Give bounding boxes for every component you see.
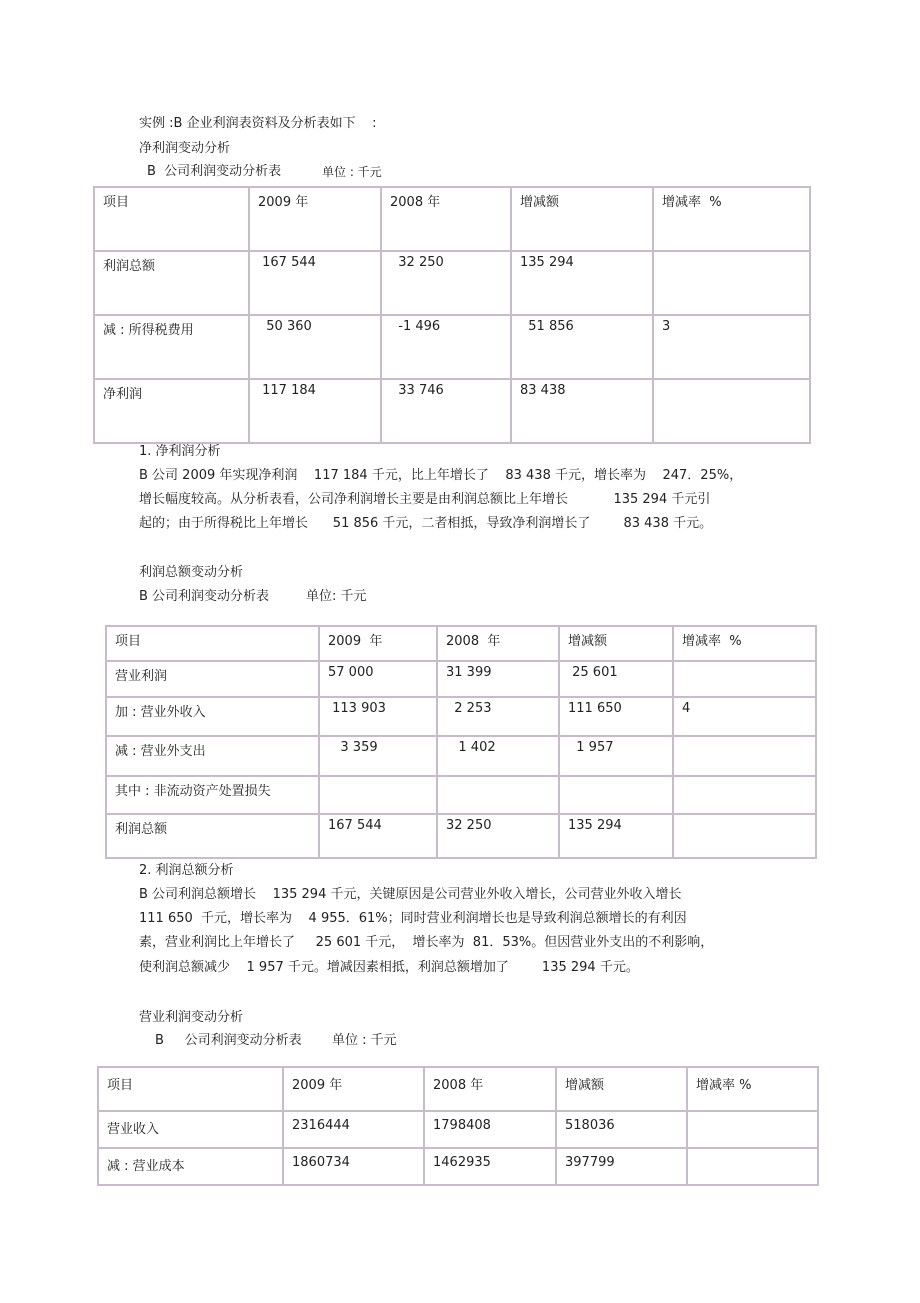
table-cell: 1 402: [437, 736, 559, 776]
header-cell: 增减额: [511, 187, 653, 251]
table-cell: 3: [653, 315, 810, 379]
total-profit-table: [105, 625, 817, 859]
table-row: [98, 1148, 818, 1185]
table-cell: [673, 814, 816, 858]
table-cell: 32 250: [437, 814, 559, 858]
header-cell: 2008 年: [381, 187, 511, 251]
table-cell: [673, 776, 816, 814]
header-cell: 2009 年: [319, 626, 437, 661]
table-cell: 33 746: [381, 379, 511, 443]
table-cell: 117 184: [249, 379, 381, 443]
table-row: [106, 814, 816, 858]
section3-caption: B 公司利润变动分析表: [155, 1033, 302, 1048]
section2-unit: 单位: 千元: [306, 589, 367, 604]
table-cell: 减 : 所得税费用: [94, 315, 249, 379]
table-cell: [687, 1111, 818, 1148]
table-cell: 4: [673, 697, 816, 736]
header-cell: 2009 年: [249, 187, 381, 251]
table-cell: 2 253: [437, 697, 559, 736]
header-cell: 增减率 %: [687, 1067, 818, 1111]
table-cell: 113 903: [319, 697, 437, 736]
table-cell: 1860734: [283, 1148, 424, 1185]
table-cell: 51 856: [511, 315, 653, 379]
table-cell: 2316444: [283, 1111, 424, 1148]
table-cell: 减 : 营业成本: [98, 1148, 283, 1185]
table-cell: 32 250: [381, 251, 511, 315]
table-row: [106, 697, 816, 736]
table-cell: 1462935: [424, 1148, 556, 1185]
table-cell: [437, 776, 559, 814]
table-cell: 167 544: [249, 251, 381, 315]
analysis1-line: 增长幅度较高。从分析表看，公司净利润增长主要是由利润总额比上年增长 135 294 千元引: [139, 492, 711, 507]
table-cell: 50 360: [249, 315, 381, 379]
net-profit-table: [93, 186, 811, 444]
table-cell: 营业收入: [98, 1111, 283, 1148]
header-cell: 增减率 %: [653, 187, 810, 251]
table-row: [106, 736, 816, 776]
section3-heading: 营业利润变动分析: [139, 1010, 244, 1025]
analysis2-title: 2. 利润总额分析: [139, 863, 234, 878]
section2-heading: 利润总额变动分析: [139, 565, 244, 580]
table-cell: [319, 776, 437, 814]
intro-text: 实例 :B 企业利润表资料及分析表如下 :: [139, 116, 377, 131]
table-row: [94, 315, 810, 379]
table-row: [94, 251, 810, 315]
analysis1-line: 起的；由于所得税比上年增长 51 856 千元，二者相抵，导致净利润增长了 83 438 千元。: [139, 516, 713, 531]
table-cell: 518036: [556, 1111, 687, 1148]
header-cell: 项目: [106, 626, 319, 661]
table-cell: 减 : 营业外支出: [106, 736, 319, 776]
section1-unit: 单位 : 千元: [322, 165, 382, 179]
table-cell: 167 544: [319, 814, 437, 858]
table-header-row: [106, 626, 816, 661]
table-row: [106, 661, 816, 697]
section1-caption: B 公司利润变动分析表: [147, 164, 282, 179]
table-cell: 25 601: [559, 661, 673, 697]
header-cell: 增减额: [559, 626, 673, 661]
table-cell: [653, 251, 810, 315]
table-cell: [653, 379, 810, 443]
table-cell: 83 438: [511, 379, 653, 443]
header-cell: 项目: [98, 1067, 283, 1111]
table-cell: [673, 661, 816, 697]
table-cell: [559, 776, 673, 814]
table-header-row: [98, 1067, 818, 1111]
table-cell: 57 000: [319, 661, 437, 697]
header-cell: 2008 年: [437, 626, 559, 661]
table-row: [106, 776, 816, 814]
table-cell: 营业利润: [106, 661, 319, 697]
header-cell: 2009 年: [283, 1067, 424, 1111]
header-cell: 项目: [94, 187, 249, 251]
section3-unit: 单位 : 千元: [332, 1033, 397, 1048]
analysis1-title: 1. 净利润分析: [139, 444, 221, 459]
table-cell: 净利润: [94, 379, 249, 443]
table-cell: 31 399: [437, 661, 559, 697]
table-cell: 1 957: [559, 736, 673, 776]
table-row: [94, 379, 810, 443]
analysis1-line: B 公司 2009 年实现净利润 117 184 千元，比上年增长了 83 438 千元，增长率为 247．25%，: [139, 468, 743, 483]
table-cell: 1798408: [424, 1111, 556, 1148]
header-cell: 增减率 %: [673, 626, 816, 661]
analysis2-line: 使利润总额减少 1 957 千元。增减因素相抵，利润总额增加了 135 294 千元。: [139, 960, 639, 975]
section2-caption: B 公司利润变动分析表: [139, 589, 270, 604]
table-cell: 利润总额: [94, 251, 249, 315]
table-cell: [687, 1148, 818, 1185]
analysis2-line: 111 650 千元，增长率为 4 955．61%；同时营业利润增长也是导致利润总额增长的有利因: [139, 911, 687, 926]
analysis2-line: 素，营业利润比上年增长了 25 601 千元， 增长率为 81．53%。但因营业外支出的不利影响，: [139, 935, 714, 950]
header-cell: 2008 年: [424, 1067, 556, 1111]
table-cell: [673, 736, 816, 776]
table-cell: 397799: [556, 1148, 687, 1185]
table-row: [98, 1111, 818, 1148]
analysis2-line: B 公司利润总额增长 135 294 千元，关键原因是公司营业外收入增长，公司营业外收入增长: [139, 887, 682, 902]
table-cell: 利润总额: [106, 814, 319, 858]
table-cell: 111 650: [559, 697, 673, 736]
table-cell: -1 496: [381, 315, 511, 379]
table-cell: 135 294: [559, 814, 673, 858]
table-header-row: [94, 187, 810, 251]
section1-heading: 净利润变动分析: [139, 141, 231, 156]
table-cell: 3 359: [319, 736, 437, 776]
table-cell: 其中 : 非流动资产处置损失: [106, 776, 319, 814]
operating-profit-table: [97, 1066, 819, 1186]
header-cell: 增减额: [556, 1067, 687, 1111]
table-cell: 135 294: [511, 251, 653, 315]
table-cell: 加 : 营业外收入: [106, 697, 319, 736]
